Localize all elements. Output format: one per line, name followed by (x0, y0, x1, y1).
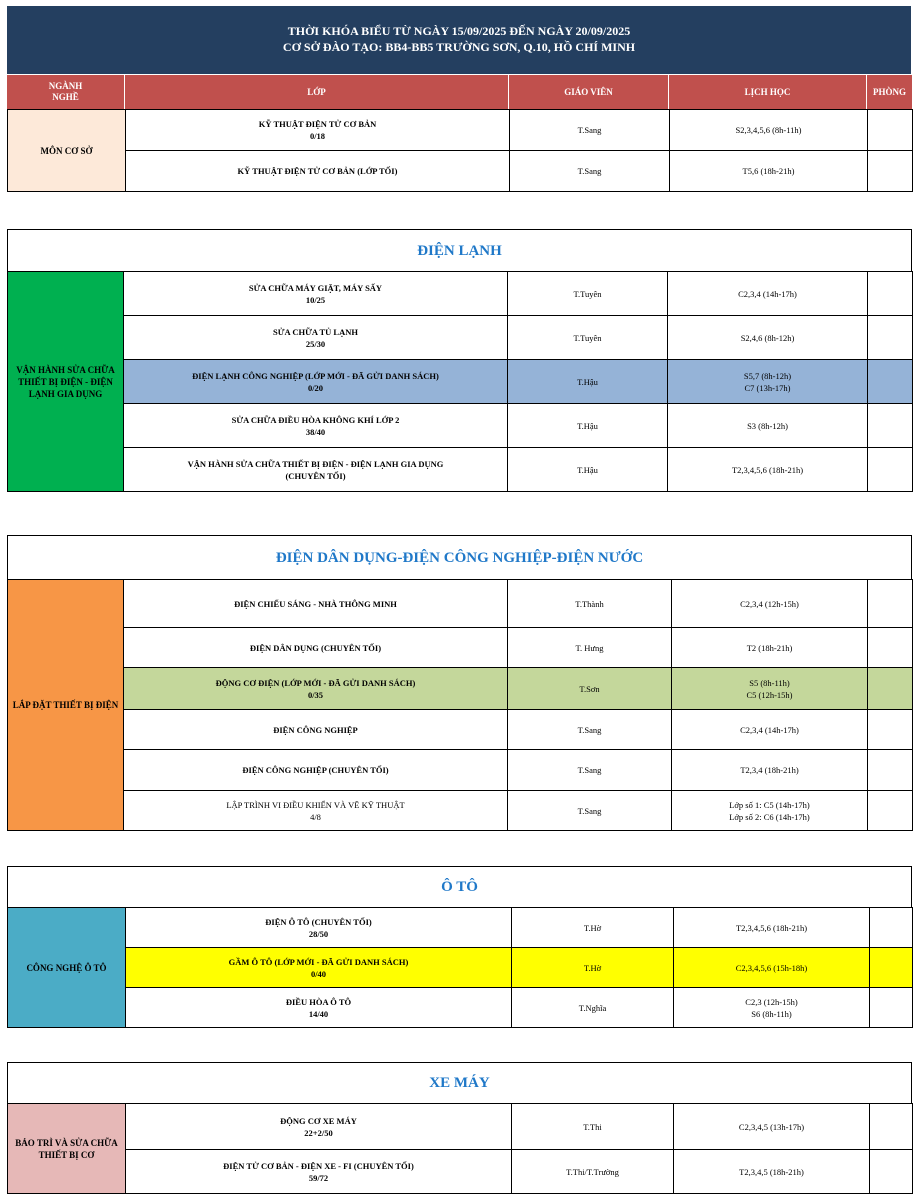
phong-cell (868, 360, 913, 404)
lop-cell (124, 791, 508, 831)
table-row (8, 448, 913, 492)
section-title-dien-lanh: ĐIỆN LẠNH (7, 229, 912, 271)
section-title-oto: Ô TÔ (7, 866, 912, 907)
giao-vien-cell: T.Tuyên (508, 272, 668, 316)
column-header-lop: LỚP (125, 75, 509, 109)
lop-count: 28/50 (308, 928, 329, 939)
lop-name: ĐIỆN LẠNH CÔNG NGHIỆP (LỚP MỚI - ĐÃ GỬI DANH SÁCH) (192, 370, 439, 381)
lich-hoc-line: T2,3,4,5 (18h-21h) (739, 1166, 804, 1177)
giao-vien-cell: T.Thi (512, 1104, 674, 1150)
table-row (8, 110, 913, 151)
giao-vien-cell: T.Sang (508, 710, 672, 750)
lop-name: ĐIỆN TỬ CƠ BẢN - ĐIỆN XE - FI (CHUYÊN TỐI) (223, 1160, 414, 1171)
lop-count: 0/35 (307, 689, 324, 700)
section-title-dien: ĐIỆN DÂN DỤNG-ĐIỆN CÔNG NGHIỆP-ĐIỆN NƯỚC (7, 535, 912, 579)
lop-count: 59/72 (308, 1172, 329, 1183)
table-row-highlighted (8, 360, 913, 404)
lop-count: 0/20 (307, 382, 324, 393)
lop-cell (124, 448, 508, 492)
lop-name: KỸ THUẬT ĐIỆN TỬ CƠ BẢN (258, 119, 377, 129)
lop-cell (126, 1104, 512, 1150)
giao-vien-cell: T.Hờ (512, 948, 674, 988)
lich-hoc-cell (668, 404, 868, 448)
column-header-nganh-line1: NGÀNH (48, 81, 83, 91)
phong-cell (868, 791, 913, 831)
giao-vien-cell: T.Thi/T.Trường (512, 1150, 674, 1194)
lop-count: 14/40 (308, 1008, 329, 1019)
lop-name: ĐIỆN CÔNG NGHIỆP (CHUYÊN TỐI) (242, 765, 389, 775)
table-row-highlighted (8, 668, 913, 710)
giao-vien-cell: T.Sang (510, 110, 670, 151)
lop-count: 38/40 (305, 426, 326, 437)
lop-name: ĐIỀU HÒA Ô TÔ (285, 996, 352, 1007)
lop-name: ĐỘNG CƠ XE MÁY (280, 1115, 357, 1126)
phong-cell (870, 988, 913, 1028)
column-header-giao-vien: GIÁO VIÊN (509, 75, 669, 109)
lich-hoc-line: C2,3 (12h-15h) (745, 996, 798, 1007)
giao-vien-cell: T.Tuyên (508, 316, 668, 360)
lop-cell (124, 710, 508, 750)
giao-vien-cell: T. Hưng (508, 628, 672, 668)
lich-hoc-cell (668, 448, 868, 492)
lop-name: ĐỘNG CƠ ĐIỆN (LỚP MỚI - ĐÃ GỬI DANH SÁCH) (215, 677, 416, 688)
dien-table (7, 579, 913, 831)
giao-vien-cell: T.Sang (508, 791, 672, 831)
lich-hoc-line: C2,3,4 (14h-17h) (738, 288, 797, 299)
lop-cell (124, 628, 508, 668)
phong-cell (868, 710, 913, 750)
lich-hoc-line: S5 (8h-11h) (749, 677, 790, 688)
header-title: THỜI KHÓA BIỂU TỪ NGÀY 15/09/2025 ĐẾN NGÀY 20/09/2025 (287, 24, 631, 38)
table-row (8, 750, 913, 791)
lich-hoc-line: S3 (8h-12h) (747, 420, 788, 431)
nganh-cell: BẢO TRÌ VÀ SỬA CHỮA THIẾT BỊ CƠ (8, 1104, 126, 1194)
phong-cell (868, 628, 913, 668)
lop-count: (CHUYÊN TỐI) (285, 470, 346, 481)
lich-hoc-cell (668, 360, 868, 404)
lop-count: 4/8 (310, 811, 321, 822)
lich-hoc-line: Lớp số 2: C6 (14h-17h) (729, 811, 810, 822)
giao-vien-cell: T.Sang (510, 151, 670, 192)
phong-cell (868, 404, 913, 448)
giao-vien-cell: T.Nghĩa (512, 988, 674, 1028)
schedule-header (7, 6, 911, 74)
lop-cell (124, 360, 508, 404)
nganh-cell: CÔNG NGHỆ Ô TÔ (8, 908, 126, 1028)
column-header-phong: PHÒNG (873, 86, 906, 97)
lich-hoc-cell (670, 110, 868, 151)
lop-cell (124, 750, 508, 791)
lich-hoc-cell (672, 791, 868, 831)
table-row (8, 908, 913, 948)
lop-cell (124, 272, 508, 316)
table-row (8, 580, 913, 628)
lich-hoc-line: S2,3,4,5,6 (8h-11h) (735, 125, 802, 135)
lop-name: SỬA CHỮA ĐIỀU HÒA KHÔNG KHÍ LỚP 2 (231, 414, 400, 425)
nganh-cell: MÔN CƠ SỞ (8, 110, 126, 192)
mon-co-so-table (7, 109, 913, 192)
lich-hoc-cell (674, 908, 870, 948)
lop-cell (126, 908, 512, 948)
header-subtitle: CƠ SỞ ĐÀO TẠO: BB4-BB5 TRƯỜNG SƠN, Q.10, HỒ CHÍ MINH (282, 40, 636, 54)
phong-cell (868, 668, 913, 710)
table-row-highlighted (8, 948, 913, 988)
phong-cell (868, 272, 913, 316)
lich-hoc-cell (674, 1104, 870, 1150)
lop-cell (126, 1150, 512, 1194)
lich-hoc-cell (674, 988, 870, 1028)
table-row (8, 1104, 913, 1150)
lop-name: VẬN HÀNH SỬA CHỮA THIẾT BỊ ĐIỆN - ĐIỆN LẠNH GIA DỤNG (187, 458, 444, 469)
table-row (8, 710, 913, 750)
column-header-nganh (7, 75, 125, 109)
phong-cell (870, 1104, 913, 1150)
lop-name: ĐIỆN Ô TÔ (CHUYÊN TỐI) (265, 916, 372, 927)
lich-hoc-line: C5 (12h-15h) (746, 689, 793, 700)
phong-cell (870, 1150, 913, 1194)
lich-hoc-line: T5,6 (18h-21h) (742, 166, 795, 176)
lich-hoc-cell (674, 948, 870, 988)
table-row (8, 988, 913, 1028)
lop-cell (126, 988, 512, 1028)
lich-hoc-line: C2,3,4 (14h-17h) (740, 724, 799, 735)
lop-cell (124, 316, 508, 360)
oto-table (7, 907, 913, 1028)
lop-count: 0/18 (309, 131, 326, 141)
lich-hoc-line: C7 (13h-17h) (744, 382, 791, 393)
column-header-nganh-line2: NGHỀ (52, 92, 79, 102)
lop-name: SỬA CHỮA TỦ LẠNH (273, 326, 358, 337)
phong-cell (870, 948, 913, 988)
lop-name: LẬP TRÌNH VI ĐIỀU KHIỂN VÀ VẼ KỸ THUẬT (226, 799, 405, 810)
lop-name: GẦM Ô TÔ (LỚP MỚI - ĐÃ GỬI DANH SÁCH) (228, 956, 409, 967)
giao-vien-cell: T.Hậu (508, 448, 668, 492)
lop-cell (124, 404, 508, 448)
lich-hoc-cell (672, 750, 868, 791)
table-row (8, 404, 913, 448)
dien-lanh-table (7, 271, 913, 492)
column-header-lich-hoc: LỊCH HỌC (669, 75, 867, 109)
giao-vien-cell: T.Hậu (508, 360, 668, 404)
lich-hoc-cell (672, 710, 868, 750)
lich-hoc-cell (672, 668, 868, 710)
lop-name: ĐIỆN CHIẾU SÁNG - NHÀ THÔNG MINH (234, 598, 397, 609)
lop-name: ĐIỆN CÔNG NGHIỆP (273, 724, 358, 735)
lich-hoc-cell (670, 151, 868, 192)
lich-hoc-line: C2,3,4,5,6 (15h-18h) (735, 962, 808, 973)
lop-name: SỬA CHỮA MÁY GIẶT, MÁY SẤY (248, 282, 383, 293)
phong-cell (868, 316, 913, 360)
lich-hoc-cell (672, 628, 868, 668)
giao-vien-cell: T.Thành (508, 580, 672, 628)
phong-cell (868, 110, 913, 151)
phong-cell (868, 151, 913, 192)
phong-cell (868, 448, 913, 492)
nganh-cell: LẮP ĐẶT THIẾT BỊ ĐIỆN (8, 580, 124, 831)
lich-hoc-line: S5,7 (8h-12h) (743, 370, 792, 381)
lop-cell (124, 580, 508, 628)
section-title-xe-may: XE MÁY (7, 1062, 912, 1103)
lop-count: 10/25 (305, 294, 326, 305)
lich-hoc-cell (668, 316, 868, 360)
lich-hoc-cell (672, 580, 868, 628)
lich-hoc-line: Lớp số 1: C5 (14h-17h) (729, 799, 810, 810)
lop-name: ĐIỆN DÂN DỤNG (CHUYÊN TỐI) (249, 642, 382, 653)
lop-name: KỸ THUẬT ĐIỆN TỬ CƠ BẢN (LỚP TỐI) (237, 166, 398, 176)
giao-vien-cell: T.Hậu (508, 404, 668, 448)
table-row (8, 272, 913, 316)
table-row (8, 1150, 913, 1194)
table-row (8, 628, 913, 668)
lop-count: 22+2/50 (304, 1127, 333, 1138)
table-row (8, 151, 913, 192)
lop-cell (126, 948, 512, 988)
nganh-cell: VẬN HÀNH SỬA CHỮA THIẾT BỊ ĐIỆN - ĐIỆN LẠNH GIA DỤNG (8, 272, 124, 492)
lich-hoc-cell (674, 1150, 870, 1194)
phong-cell (868, 580, 913, 628)
lop-count: 25/30 (305, 338, 326, 349)
lich-hoc-line: S2,4,6 (8h-12h) (740, 332, 795, 343)
lich-hoc-line: T2,3,4 (18h-21h) (740, 765, 799, 775)
table-row (8, 791, 913, 831)
lop-cell (126, 151, 510, 192)
giao-vien-cell: T.Sơn (508, 668, 672, 710)
lop-cell (124, 668, 508, 710)
lich-hoc-line: C2,3,4,5 (13h-17h) (738, 1121, 805, 1132)
lich-hoc-line: T2 (18h-21h) (746, 642, 793, 653)
table-row (8, 316, 913, 360)
lop-cell (126, 110, 510, 151)
phong-cell (868, 750, 913, 791)
lich-hoc-cell (668, 272, 868, 316)
giao-vien-cell: T.Hờ (512, 908, 674, 948)
column-header-row (7, 75, 912, 109)
phong-cell (870, 908, 913, 948)
lich-hoc-line: S6 (8h-11h) (751, 1008, 792, 1019)
xe-may-table (7, 1103, 913, 1194)
lich-hoc-line: T2,3,4,5,6 (18h-21h) (735, 922, 808, 933)
lop-count: 0/40 (310, 968, 327, 979)
lich-hoc-line: C2,3,4 (12h-15h) (740, 598, 799, 609)
giao-vien-cell: T.Sang (508, 750, 672, 791)
lich-hoc-line: T2,3,4,5,6 (18h-21h) (731, 464, 804, 475)
